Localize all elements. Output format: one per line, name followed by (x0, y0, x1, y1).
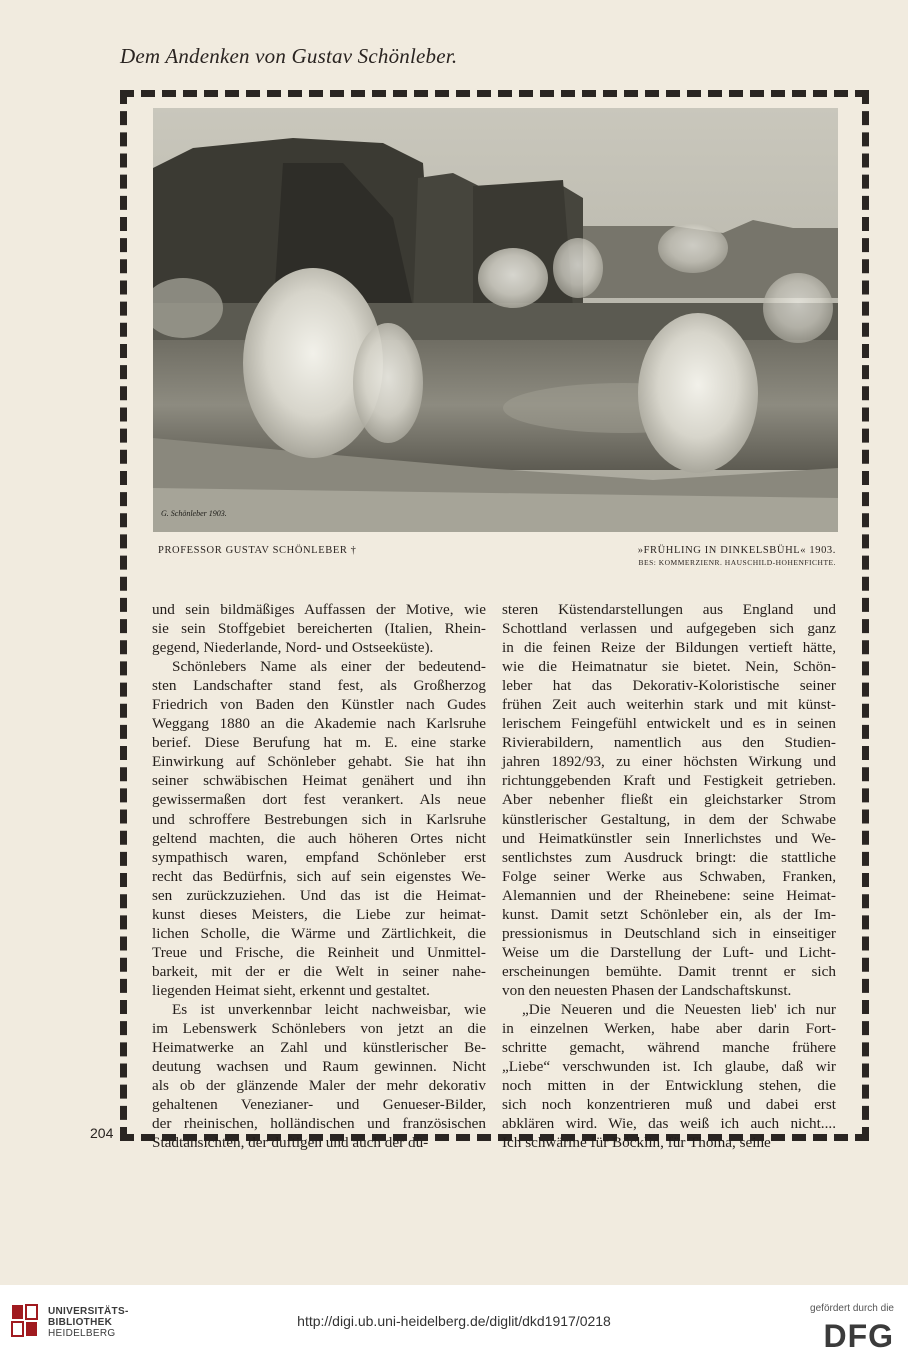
caption-title (638, 545, 836, 567)
text-line: frühen Zeit auch weiterhin stark und mit künst- (502, 696, 836, 714)
text-line: Weise um die Darstellung der Luft- und Licht- (502, 943, 836, 961)
text-line: sen zurückzuziehen. Und das ist die Heimat- (152, 886, 486, 904)
text-line: in einzelnen Werken, habe aber darin Fort- (502, 1020, 836, 1038)
text-line: sten Landschafter stand fest, als Großherzog (152, 677, 486, 695)
text-line: erscheinungen bemühte. Damit trennt er sich (502, 962, 836, 980)
text-line: und Heimatkünstler sein Innerlichstes und We- (502, 829, 836, 847)
text-line: wie die Heimatnatur sie bietet. Nein, Schön- (502, 658, 836, 676)
text-line: Alemannien und der Rheinebene: seine Heimat- (502, 886, 836, 904)
text-line: als ob der glänzende Maler der mehr dekorativ (152, 1077, 486, 1095)
text-line: recht das Bedürfnis, sich auf sein eigenstes We- (152, 867, 486, 885)
text-line: kunst dieses Meisters, die Liebe zur heimat- (152, 905, 486, 923)
text-line: Schottland verlassen und aufgegeben sich ganz (502, 620, 836, 638)
text-line: Aber nebenher fließt ein gleichstarker Strom (502, 791, 836, 809)
text-line: lerischem Feingefühl entwickelt und es in seinen (502, 715, 836, 733)
text-line: Weggang 1880 an die Akademie nach Karlsruhe (152, 715, 486, 733)
painting-signature: G. Schönleber 1903. (161, 509, 227, 518)
caption-artist: PROFESSOR GUSTAV SCHÖNLEBER † (158, 545, 357, 556)
text-line: Es ist unverkennbar leicht nachweisbar, wie (172, 1000, 486, 1018)
text-column-left (152, 600, 486, 1152)
text-line: und sein bildmäßiges Auffassen der Motive, wie (152, 601, 486, 618)
text-line: sie sein Stoffgebiet bereicherten (Italien, Rhein- (152, 620, 486, 638)
library-name-line-1: UNIVERSITÄTS- (48, 1306, 129, 1317)
text-line: jahren 1892/93, zu einer höchsten Wirkung und (502, 753, 836, 771)
footer-bar (0, 1285, 908, 1362)
text-line: richtunggebenden Kraft und Festigkeit getrieben. (502, 772, 836, 790)
text-line: Heimatwerke an Zahl und künstlerischer Be- (152, 1039, 486, 1057)
text-line: und schroffere Bestrebungen sich in Karlsruhe (152, 810, 486, 828)
text-line: sympathisch waren, empfand Schönleber erst (152, 848, 486, 866)
page-number: 204 (90, 1125, 114, 1141)
text-line: der rheinischen, holländischen und französischen (152, 1115, 486, 1133)
text-line: sich noch konzentrieren muß und dabei erst (502, 1096, 836, 1114)
painting-image (153, 108, 838, 532)
caption-title-text: »FRÜHLING IN DINKELSBÜHL« 1903. (637, 545, 836, 556)
permalink-url[interactable]: http://digi.ub.uni-heidelberg.de/diglit/dkd1917/0218 (297, 1313, 611, 1329)
text-line: geltend machten, die auch höheren Ortes nicht (152, 829, 486, 847)
text-line: „Liebe“ verschwunden ist. Ich glaube, daß wir (502, 1058, 836, 1076)
dfg-logo-icon: DFG (823, 1318, 894, 1354)
text-line: kunst. Damit setzt Schönleber ein, als der Im- (502, 905, 836, 923)
text-line: Treue und Frische, die Reinheit und Unmittel- (152, 943, 486, 961)
text-column-right (502, 600, 836, 1152)
text-line: berief. Diese Berufung hat m. E. eine starke (152, 734, 486, 752)
text-line: künstlerischer Gestaltung, in dem der Schwabe (502, 810, 836, 828)
caption-owner: BES: KOMMERZIENR. HAUSCHILD-HOHENFICHTE. (638, 558, 836, 567)
text-line: leber hat das Dekorativ-Koloristische seiner (502, 677, 836, 695)
text-line: „Die Neueren und die Neuesten lieb' ich nur (522, 1000, 836, 1018)
text-line: lichen Scholle, die Wärme und Zärtlichkeit, die (152, 924, 486, 942)
running-title: Dem Andenken von Gustav Schönleber. (120, 44, 458, 68)
text-line: Friedrich von Baden den Künstler nach Gudes (152, 696, 486, 714)
text-line: gehaltenen Venezianer- und Genueser-Bilder, (152, 1096, 486, 1114)
text-line: deutung wachsen und Raum gewinnen. Nicht (152, 1058, 486, 1076)
text-line: gewissermaßen dort fest verankert. Als neue (152, 791, 486, 809)
library-name-line-2: BIBLIOTHEK (48, 1317, 113, 1328)
text-line: Schönlebers Name als einer der bedeutend- (172, 658, 486, 676)
library-name-line-3: HEIDELBERG (48, 1328, 116, 1339)
text-line: barkeit, mit der er die Welt in seiner nahe- (152, 962, 486, 980)
text-line: sentlichstes zum Ausdruck bringt: die stattliche (502, 848, 836, 866)
text-line: Folge seiner Werke aus Schwaben, Franken, (502, 867, 836, 885)
text-line: Ich schwärme für Böcklin, für Thoma, seine (502, 1134, 771, 1152)
text-line: pressionismus in Deutschland sich in einseitiger (502, 924, 836, 942)
text-line: steren Küstendarstellungen aus England und (502, 601, 836, 618)
funder-note: gefördert durch die (810, 1303, 894, 1314)
text-line: abklären wird. Wie, das weiß ich auch nicht.... (502, 1115, 836, 1133)
text-line: Einwirkung auf Schönleber gehabt. Sie hat ihn (152, 753, 486, 771)
text-line: liegenden Heimat sieht, erkennt und gestaltet. (152, 981, 430, 999)
text-line: im Lebenswerk Schönlebers von jetzt an die (152, 1020, 486, 1038)
text-line: noch mitten in der Entwicklung stehen, die (502, 1077, 836, 1095)
text-line: in die feinen Reize der Bildungen vertieft hätte, (502, 639, 836, 657)
text-line: Rivierabildern, namentlich aus den Studien- (502, 734, 836, 752)
text-line: schritte gemacht, während manche frühere (502, 1039, 836, 1057)
text-line: seiner schwäbischen Heimat genähert und ihn (152, 772, 486, 790)
text-line: Stadtansichten, der duftigen und auch der dü- (152, 1134, 429, 1152)
text-line: gegend, Niederlande, Nord- und Ostseeküste). (152, 639, 434, 657)
painting-illustration (153, 108, 838, 532)
text-line: von den neuesten Phasen der Landschaftskunst. (502, 981, 792, 999)
